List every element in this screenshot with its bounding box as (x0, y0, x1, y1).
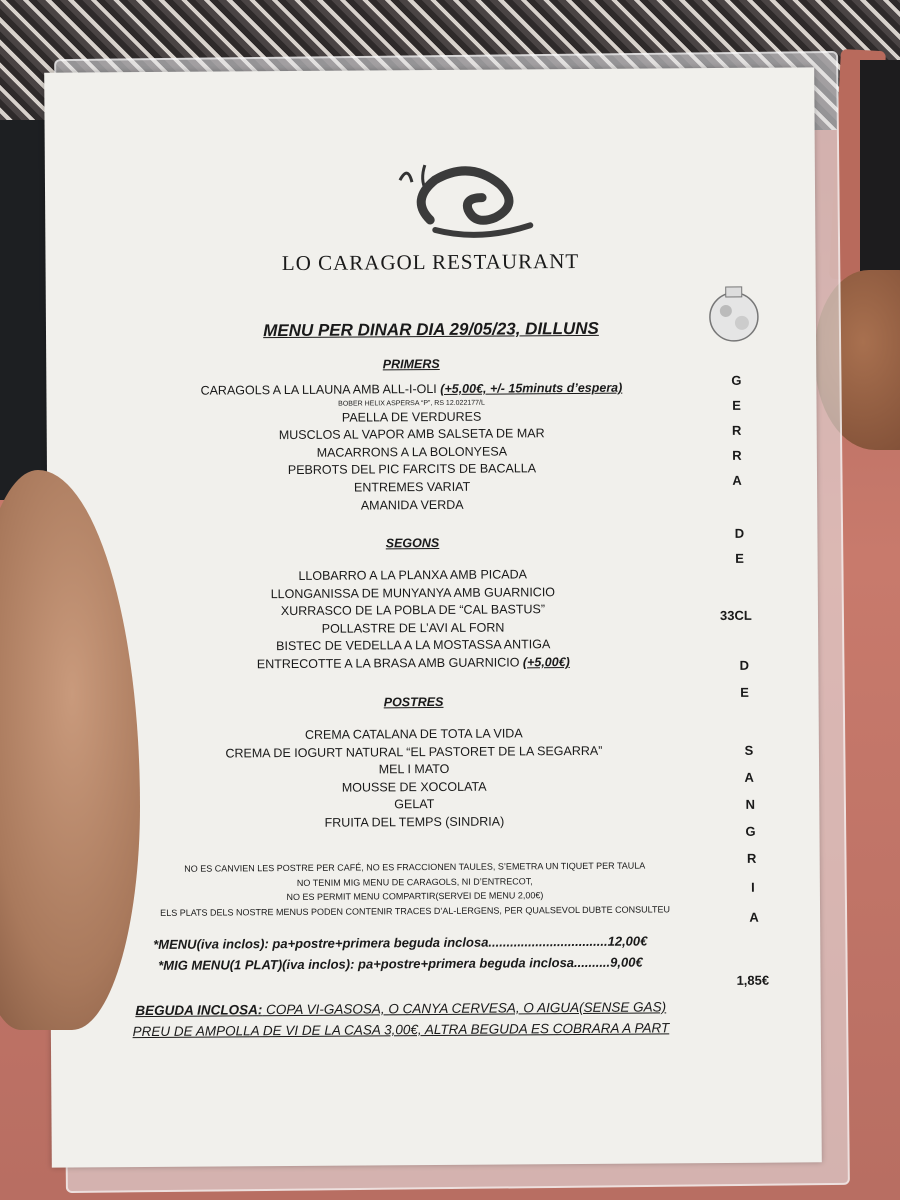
primer-item-1-name: CARAGOLS A LA LLAUNA AMB ALL-I-OLI (200, 381, 437, 398)
price-mig-menu: *MIG MENU(1 PLAT)(iva inclos): pa+postre+primera beguda inclosa..........9,00€ (158, 954, 643, 973)
sangria-letter: R (746, 850, 757, 866)
price-menu: *MENU(iva inclos): pa+postre+primera beguda inclosa.................................12,00€ (153, 933, 648, 952)
drinks (36, 996, 766, 1043)
sangria-letter: D (734, 525, 745, 541)
primer-item-1-extra: (+5,00€, +/- 15minuts d’espera) (440, 380, 623, 396)
list-item: AMANIDA VERDA (360, 497, 464, 513)
sangria-letter: S (744, 742, 754, 758)
disclaimers (50, 858, 780, 921)
prices (35, 930, 765, 977)
postres-section (49, 693, 780, 835)
segons-heading: SEGONS (385, 535, 440, 551)
list-item: PEBROTS DEL PIC FARCITS DE BACALLA (287, 461, 537, 478)
sangria-size: 33CL (719, 607, 752, 623)
wine-price-line: PREU DE AMPOLLA DE VI DE LA CASA 3,00€, ALTRA BEGUDA ES COBRARA A PART (132, 1020, 670, 1040)
sangria-letter: N (745, 796, 756, 812)
segon-item-last-name: ENTRECOTTE A LA BRASA AMB GUARNICIO (256, 655, 520, 672)
disclaimer-line: NO TENIM MIG MENU DE CARAGOLS, NI D’ENTRECOT, (296, 875, 533, 888)
snail-logo-icon (390, 159, 541, 250)
list-item: BISTEC DE VEDELLA A LA MOSTASSA ANTIGA (276, 637, 551, 654)
list-item: POLLASTRE DE L’AVI AL FORN (321, 620, 505, 636)
sangria-letter: E (735, 550, 744, 566)
list-item: GELAT (394, 797, 435, 812)
disclaimer-line: ELS PLATS DELS NOSTRE MENUS PODEN CONTENIR TRACES D’AL-LERGENS, PER QUALSEVOL DUBTE CONSULTEU (160, 903, 670, 918)
list-item: LLOBARRO A LA PLANXA AMB PICADA (298, 567, 528, 583)
list-item: MUSCLOS AL VAPOR AMB SALSETA DE MAR (278, 426, 545, 443)
sangria-letter: R (731, 422, 742, 438)
sangria-letter: A (732, 472, 742, 488)
list-item: MEL I MATO (378, 762, 450, 777)
list-item: XURRASCO DE LA POBLA DE “CAL BASTUS” (280, 602, 546, 619)
sangria-letter: G (731, 372, 742, 388)
primers-section (46, 355, 777, 517)
list-item: LLONGANISSA DE MUNYANYA AMB GUARNICIO (270, 584, 556, 601)
background-right-object (860, 60, 900, 300)
disclaimer-line: NO ES PERMIT MENU COMPARTIR(SERVEI DE MENU 2,00€) (286, 890, 544, 903)
drinks-text: COPA VI-GASOSA, O CANYA CERVESA, O AIGUA(SENSE GAS) (262, 999, 667, 1018)
segon-item-last-extra: (+5,00€) (522, 655, 570, 670)
primers-heading: PRIMERS (382, 356, 440, 372)
restaurant-name: LO CARAGOL RESTAURANT (281, 248, 580, 276)
sangria-price: 1,85€ (736, 972, 770, 988)
disclaimer-line: NO ES CANVIEN LES POSTRE PER CAFÉ, NO ES FRACCIONEN TAULES, S’EMETRA UN TIQUET PER TAULA (184, 860, 646, 874)
list-item: ENTREMES VARIAT (353, 479, 471, 495)
sangria-letter: E (732, 397, 741, 413)
sangria-letter: E (740, 684, 749, 700)
drinks-label: BEGUDA INCLOSA: (135, 1002, 263, 1019)
menu-paper (44, 67, 822, 1167)
list-item: MACARRONS A LA BOLONYESA (316, 444, 508, 460)
sangria-letter: R (732, 447, 742, 463)
postres-heading: POSTRES (383, 694, 444, 710)
list-item: CREMA DE IOGURT NATURAL “EL PASTORET DE LA SEGARRA” (225, 743, 603, 761)
list-item: CREMA CATALANA DE TOTA LA VIDA (304, 726, 523, 742)
segon-item-last (48, 653, 778, 676)
primer-item-1-note: BOBER HELIX ASPERSA “P”, RS 12.022177/L (338, 399, 485, 408)
list-item: MOUSSE DE XOCOLATA (341, 779, 487, 795)
sangria-letter: A (744, 769, 754, 785)
menu-title: MENU PER DINAR DIA 29/05/23, DILLUNS (263, 318, 599, 341)
segons-section (47, 534, 778, 676)
sangria-letter: G (745, 823, 756, 839)
sangria-letter: A (749, 909, 759, 925)
list-item: PAELLA DE VERDURES (341, 409, 482, 425)
sangria-letter: D (739, 657, 750, 673)
list-item: FRUITA DEL TEMPS (SINDRIA) (324, 814, 505, 830)
sangria-letter: I (751, 879, 755, 895)
